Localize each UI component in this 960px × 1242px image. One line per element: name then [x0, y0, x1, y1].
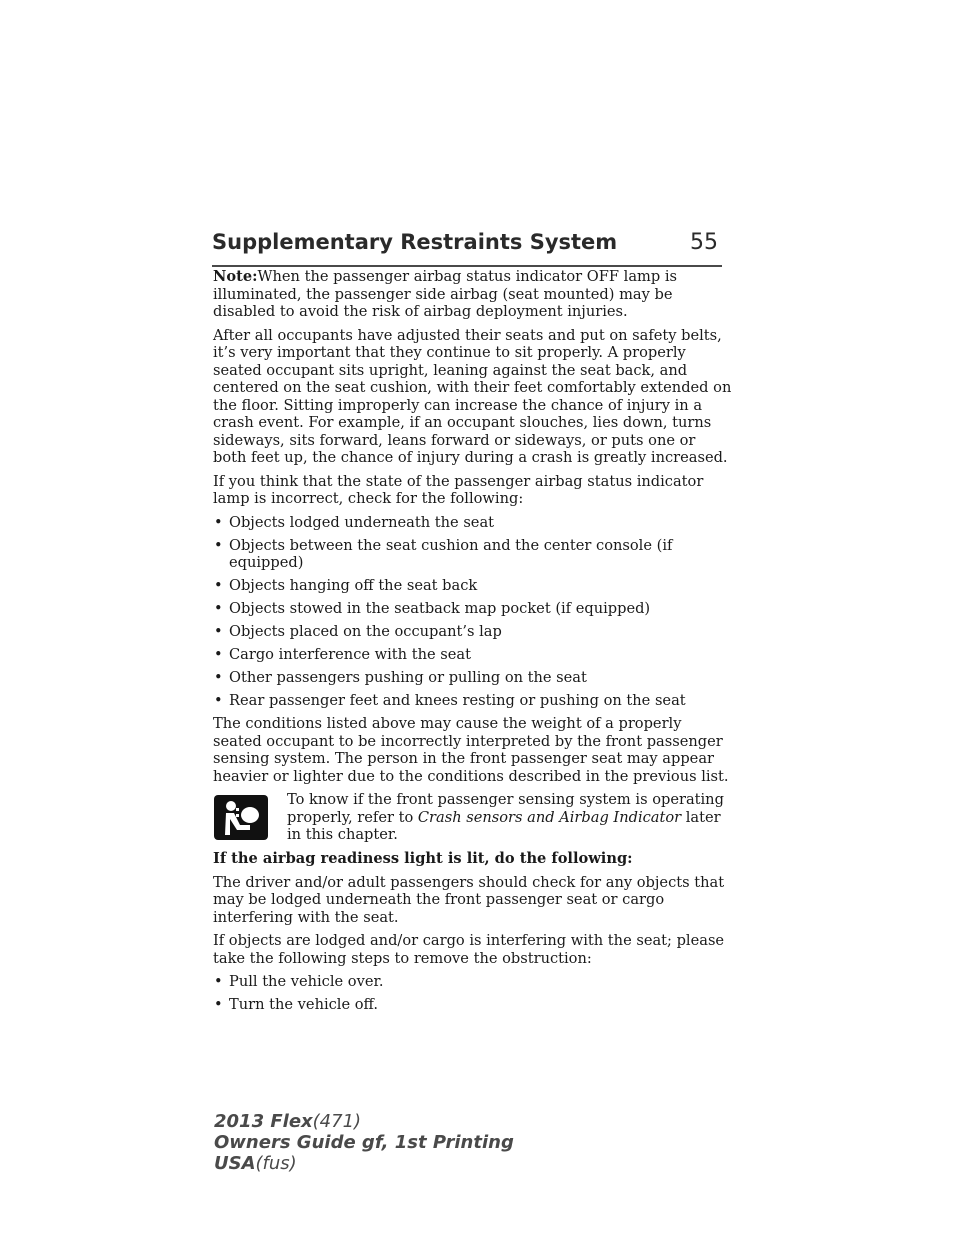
reference-text: To know if the front passenger sensing system is operating properly, refer to: [287, 791, 724, 826]
document-footer: [214, 1111, 514, 1174]
list-item: • Cargo interference with the seat: [214, 646, 471, 663]
market-code: (fus): [255, 1153, 297, 1174]
list-item: • Objects hanging off the seat back: [214, 577, 478, 594]
header-divider: [212, 265, 722, 267]
market-label: USA: [214, 1153, 256, 1174]
bullet: •: [214, 692, 223, 709]
bullet: •: [214, 513, 223, 531]
check-objects-paragraph: The driver and/or adult passengers should check for any objects that may be lodged underneath the front passenger seat or cargo interfering with the seat.: [213, 873, 725, 926]
list-item: • Objects lodged underneath the seat: [214, 513, 495, 531]
checklist: [213, 514, 733, 710]
bullet: •: [214, 669, 223, 686]
list-item: • Turn the vehicle off.: [214, 996, 379, 1013]
bullet: •: [214, 577, 223, 594]
seating-paragraph: After all occupants have adjusted their seats and put on safety belts, it’s very important that they continue to sit properly. A properly seated occupant sits upright, leaning against the seat back, and centered on the seat cushion, with their feet comfortably extended on the floor. Sitting improperly can increase the chance of injury in a crash event. For example, if an occupant slouches, lies down, turns sideways, sits forward, leans forward or sideways, or puts one or both feet up, the chance of injury during a crash is greatly increased.: [213, 326, 732, 466]
reference-text-end: later in this chapter.: [287, 808, 721, 843]
page-number: 55: [690, 230, 718, 255]
page-content: [213, 268, 733, 1019]
list-item: • Pull the vehicle over.: [214, 973, 384, 990]
bullet: •: [214, 996, 223, 1013]
check-intro-paragraph: If you think that the state of the passenger airbag status indicator lamp is incorrect, check for the following:: [213, 472, 704, 507]
bullet: •: [214, 623, 223, 640]
bullet: •: [214, 536, 223, 554]
bullet: •: [214, 600, 223, 617]
list-item: • Rear passenger feet and knees resting or pushing on the seat: [214, 692, 686, 709]
airbag-warning-icon: [214, 795, 268, 840]
list-item: • Objects placed on the occupant’s lap: [214, 623, 502, 640]
section-title: Supplementary Restraints System: [212, 230, 618, 254]
airbag-reference-block: [213, 791, 733, 845]
guide-label: Owners Guide gf, 1st Printing: [214, 1132, 514, 1153]
note-text: When the passenger airbag status indicator OFF lamp is illuminated, the passenger side airbag (seat mounted) may be disabled to avoid the risk of airbag deployment injuries.: [213, 268, 677, 320]
page-header: [212, 228, 720, 262]
readiness-heading: If the airbag readiness light is lit, do the following:: [213, 850, 633, 867]
crash-sensors-reference: Crash sensors and Airbag Indicator: [417, 808, 682, 826]
list-item: • Objects between the seat cushion and the center console (if equipped): [214, 536, 673, 571]
bullet: •: [214, 646, 223, 663]
model-code: (471): [312, 1111, 362, 1132]
model-label: 2013 Flex: [214, 1111, 313, 1132]
remove-obstruction-paragraph: If objects are lodged and/or cargo is interfering with the seat; please take the following steps to remove the obstruction:: [213, 932, 725, 967]
note-label: Note:: [213, 268, 258, 285]
conditions-paragraph: The conditions listed above may cause the weight of a properly seated occupant to be incorrectly interpreted by the front passenger sensing system. The person in the front passenger seat may appear heavier or lighter due to the conditions described in the previous list.: [213, 715, 729, 785]
list-item: • Other passengers pushing or pulling on the seat: [214, 669, 587, 686]
list-item: • Objects stowed in the seatback map pocket (if equipped): [214, 600, 651, 617]
note-paragraph: [213, 268, 733, 321]
bullet: •: [214, 973, 223, 990]
steps-list: [213, 973, 733, 1014]
